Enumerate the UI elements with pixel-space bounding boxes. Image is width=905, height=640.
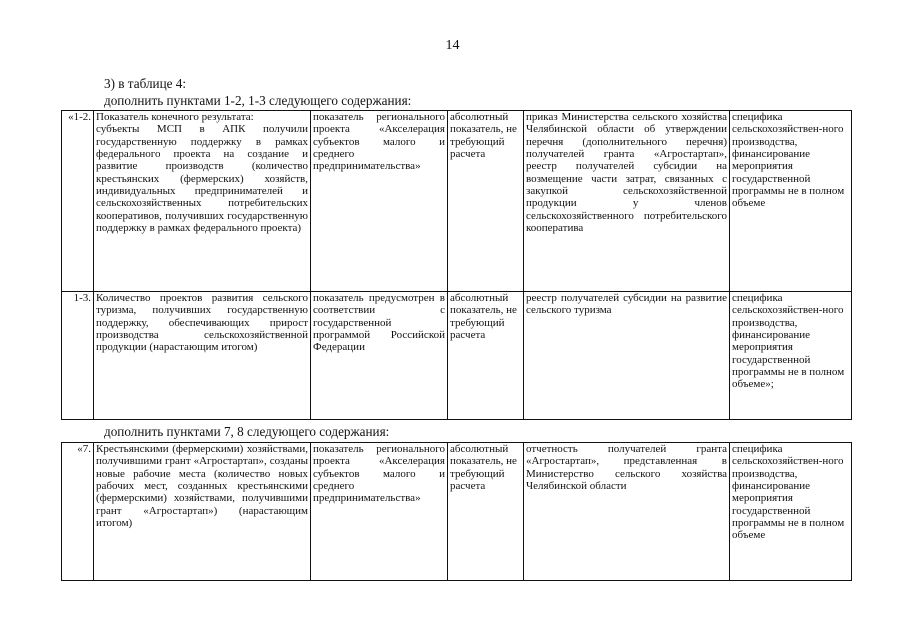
note-cell: специфика сельскохозяйствен-ного производства, финансирование мероприятия государственной программы не в полном объеме xyxy=(730,443,852,581)
indicator-cell: Крестьянскими (фермерскими) хозяйствами, получившими грант «Агростартап», созданы новые рабочие места (количество новых рабочих мест, созданных крестьянскими (фермерскими) хозяйствами, получившими грант «Агростартап») (нарастающим итогом) xyxy=(94,443,311,581)
note-cell: специфика сельскохозяйствен-ного производства, финансирование мероприятия государственной программы не в полном объеме xyxy=(730,111,852,292)
indicator-type-cell: показатель предусмотрен в соответствии с государственной программой Российской Федерации xyxy=(311,292,448,420)
intro-add-7-8: дополнить пунктами 7, 8 следующего содержания: xyxy=(104,424,390,439)
indicator-type-cell: показатель регионального проекта «Акселерация субъектов малого и среднего предпринимательства» xyxy=(311,443,448,581)
row-number: 1-3. xyxy=(62,292,94,420)
table-row xyxy=(62,292,852,420)
unit-cell: абсолютный показатель, не требующий расчета xyxy=(448,111,524,292)
table-points-1-2-1-3 xyxy=(61,110,852,420)
table-row xyxy=(62,111,852,292)
source-cell: отчетность получателей гранта «Агростартап», представленная в Министерство сельского хозяйства Челябинской области xyxy=(524,443,730,581)
unit-cell: абсолютный показатель, не требующий расчета xyxy=(448,443,524,581)
note-cell: специфика сельскохозяйствен-ного производства, финансирование мероприятия государственной программы не в полном объеме»; xyxy=(730,292,852,420)
indicator-cell: Количество проектов развития сельского туризма, получивших государственную поддержку, обеспечивающих прирост производства сельскохозяйственной продукции (нарастающим итогом) xyxy=(94,292,311,420)
indicator-cell: Показатель конечного результата: субъекты МСП в АПК получили государственную поддержку в рамках федерального проекта на создание и развитие производств (количество крестьянских (фермерских) хозяйств, индивидуальных предпринимателей и сельскохозяйственных потребительских кооперативов, получивших государственную поддержку в рамках федерального проекта) xyxy=(94,111,311,292)
source-cell: реестр получателей субсидии на развитие сельского туризма xyxy=(524,292,730,420)
table-row xyxy=(62,443,852,581)
source-cell: приказ Министерства сельского хозяйства Челябинской области об утверждении перечня (дополнительного перечня) получателей гранта «Агростартап», реестр получателей субсидии на возмещение части затрат, связанных с закупкой сельскохозяйственной продукции у членов сельскохозяйственного потребительского кооператива xyxy=(524,111,730,292)
table-points-7-8 xyxy=(61,442,852,581)
intro-add-1-2-1-3: дополнить пунктами 1-2, 1-3 следующего содержания: xyxy=(104,93,412,108)
unit-cell: абсолютный показатель, не требующий расчета xyxy=(448,292,524,420)
row-number: «1-2. xyxy=(62,111,94,292)
indicator-type-cell: показатель регионального проекта «Акселерация субъектов малого и среднего предпринимательства» xyxy=(311,111,448,292)
row-number: «7. xyxy=(62,443,94,581)
intro-item: 3) в таблице 4: xyxy=(104,76,187,91)
page-number: 14 xyxy=(445,38,460,53)
